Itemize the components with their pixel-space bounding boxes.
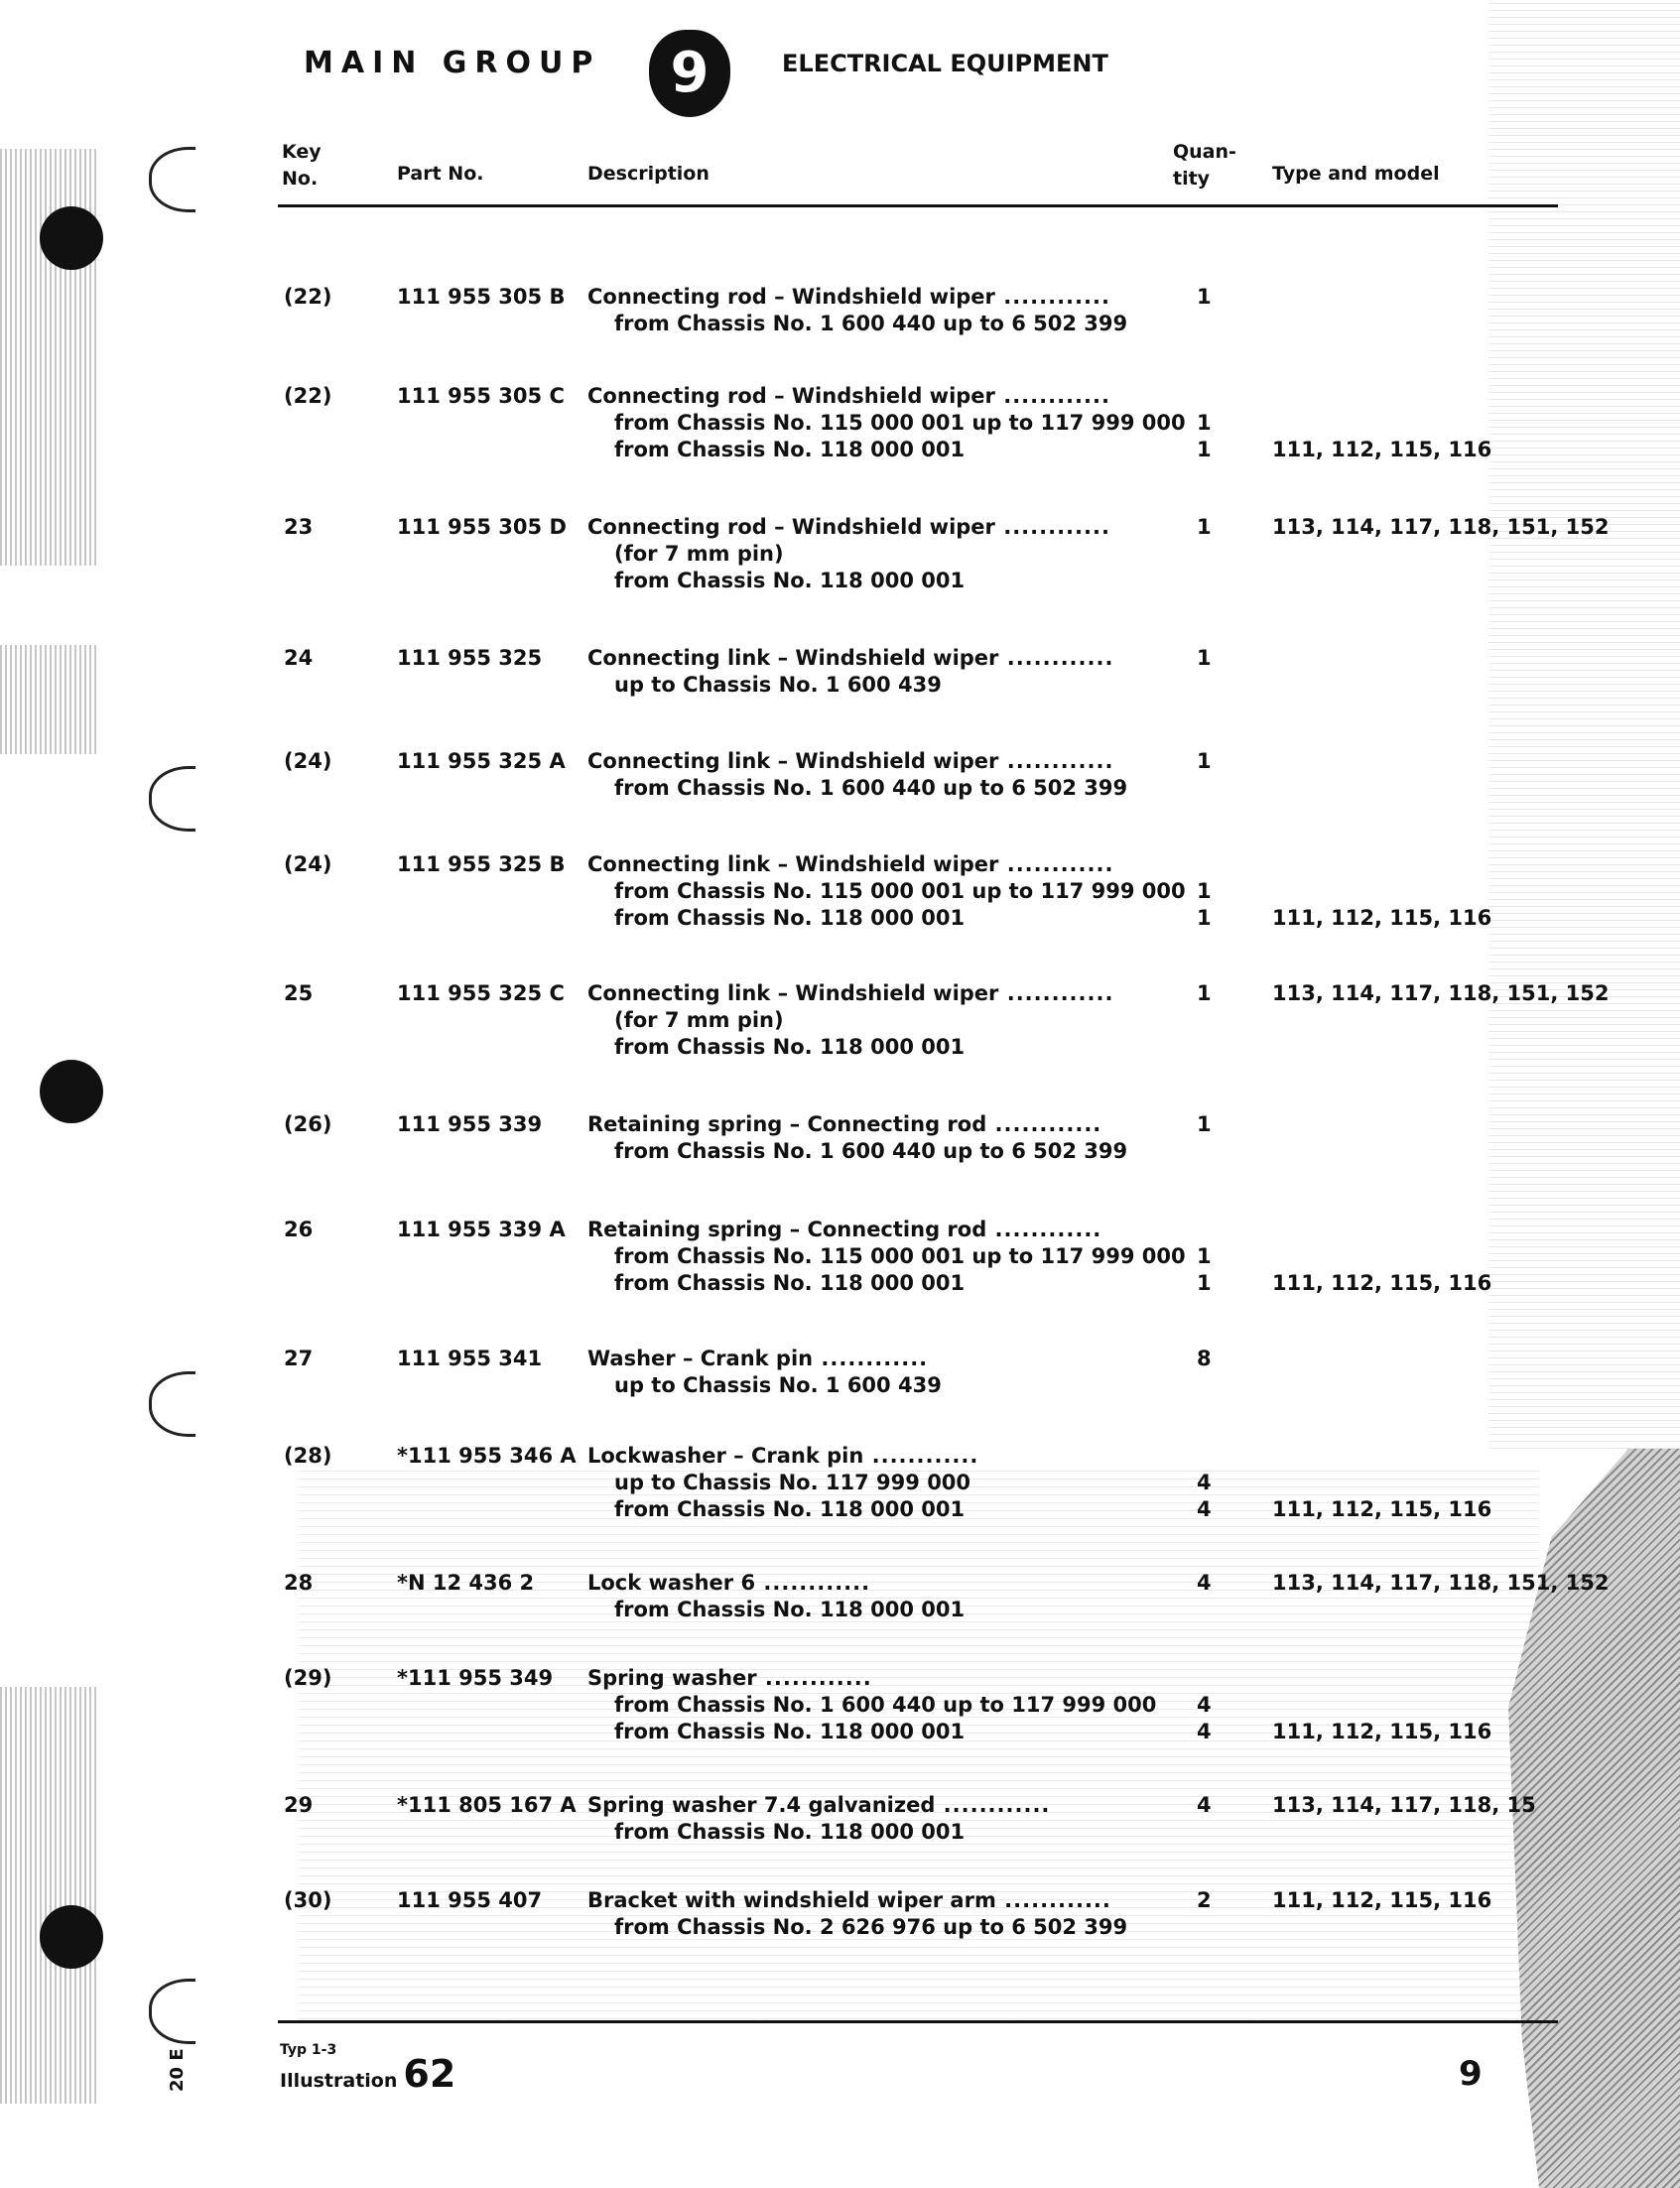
part-no: 111 955 339 A bbox=[397, 1218, 566, 1241]
main-group-label: MAIN GROUP bbox=[304, 46, 601, 80]
quantity: 4 4 bbox=[1197, 1693, 1212, 1743]
quantity: 1 bbox=[1197, 749, 1212, 773]
part-no: 111 955 325 B bbox=[397, 852, 566, 876]
description: Connecting rod – Windshield wiper ..... (for 7 mm pin) from Chassis No. 118 000 001 bbox=[587, 514, 1110, 594]
quantity: 4 bbox=[1197, 1793, 1212, 1817]
binder-hole-top bbox=[40, 206, 103, 270]
type-model: 113, 114, 117, 118, 15 bbox=[1272, 1793, 1536, 1817]
ring-mark-3 bbox=[149, 1371, 195, 1437]
part-no: *N 12 436 2 bbox=[397, 1571, 535, 1595]
quantity: 1 bbox=[1197, 981, 1212, 1005]
type-model: 111, 112, 115, 116 bbox=[1272, 1271, 1492, 1295]
type-model: 113, 114, 117, 118, 151, 152 bbox=[1272, 515, 1610, 539]
part-no: 111 955 305 D bbox=[397, 515, 567, 539]
description: Retaining spring – Connecting rod ..... from Chassis No. 1 600 440 up to 6 502 399 bbox=[587, 1111, 1127, 1165]
scan-noise-right bbox=[1488, 0, 1680, 1449]
type-model: 113, 114, 117, 118, 151, 152 bbox=[1272, 1571, 1610, 1595]
type-model: 111, 112, 115, 116 bbox=[1272, 1497, 1492, 1521]
key-no: (26) bbox=[284, 1112, 332, 1136]
part-no: 111 955 325 C bbox=[397, 981, 565, 1005]
quantity: 1 bbox=[1197, 515, 1212, 539]
quantity: 2 bbox=[1197, 1888, 1212, 1912]
key-no: 26 bbox=[284, 1218, 314, 1241]
quantity: 8 bbox=[1197, 1347, 1212, 1370]
column-description: Description bbox=[587, 163, 710, 185]
key-no: (22) bbox=[284, 384, 332, 408]
binder-hole-middle bbox=[40, 1060, 103, 1123]
type-model: 113, 114, 117, 118, 151, 152 bbox=[1272, 981, 1610, 1005]
key-no: (24) bbox=[284, 749, 332, 773]
part-no: 111 955 305 C bbox=[397, 384, 565, 408]
description: Retaining spring – Connecting rod ..... from Chassis No. 115 000 001 up to 117 999 000 from Chassis No. 118 000 001 bbox=[587, 1217, 1186, 1297]
description: Connecting link – Windshield wiper ..... from Chassis No. 115 000 001 up to 117 999 000 from Chassis No. 118 000 001 bbox=[587, 851, 1186, 932]
type-model: 111, 112, 115, 116 bbox=[1272, 906, 1492, 930]
part-no: 111 955 341 bbox=[397, 1347, 543, 1370]
illustration-label: Illustration bbox=[280, 2070, 398, 2092]
key-no: (29) bbox=[284, 1666, 332, 1690]
part-no: *111 955 346 A bbox=[397, 1444, 577, 1468]
description: Connecting link – Windshield wiper ..... (for 7 mm pin) from Chassis No. 118 000 001 bbox=[587, 980, 1113, 1061]
part-no: 111 955 305 B bbox=[397, 285, 566, 309]
description: Washer – Crank pin ..... up to Chassis No. 1 600 439 bbox=[587, 1346, 942, 1399]
ring-mark-4 bbox=[149, 1979, 195, 2044]
scan-noise-left-bottom bbox=[0, 1687, 99, 2104]
description: Connecting rod – Windshield wiper ..... from Chassis No. 1 600 440 up to 6 502 399 bbox=[587, 284, 1127, 337]
part-no: 111 955 325 bbox=[397, 646, 543, 670]
binder-hole-bottom bbox=[40, 1905, 103, 1969]
type-model: 111, 112, 115, 116 bbox=[1272, 1720, 1492, 1743]
part-no: 111 955 325 A bbox=[397, 749, 566, 773]
ring-mark-1 bbox=[149, 147, 195, 212]
key-no: (24) bbox=[284, 852, 332, 876]
ring-mark-2 bbox=[149, 766, 195, 832]
quantity: 1 1 bbox=[1197, 1244, 1212, 1295]
type-model: 111, 112, 115, 116 bbox=[1272, 1888, 1492, 1912]
side-code: 20 E bbox=[167, 2048, 188, 2092]
group-number-badge: 9 bbox=[649, 30, 730, 117]
column-type-model: Type and model bbox=[1272, 163, 1440, 185]
footer-rule bbox=[278, 2020, 1558, 2023]
quantity: 1 1 bbox=[1197, 411, 1212, 461]
page-corner-number: 9 bbox=[1459, 2054, 1483, 2094]
illustration-ref bbox=[280, 2052, 455, 2096]
key-no: 27 bbox=[284, 1347, 314, 1370]
key-no: (30) bbox=[284, 1888, 332, 1912]
key-no: (22) bbox=[284, 285, 332, 309]
key-no: (28) bbox=[284, 1444, 332, 1468]
illustration-number: 62 bbox=[403, 2052, 456, 2096]
part-no: 111 955 339 bbox=[397, 1112, 543, 1136]
key-no: 29 bbox=[284, 1793, 314, 1817]
column-key-no: Key No. bbox=[282, 141, 322, 190]
column-quantity: Quan- tity bbox=[1173, 141, 1236, 190]
scan-noise-left-mid bbox=[0, 645, 99, 754]
typ-label: Typ 1-3 bbox=[280, 2042, 337, 2058]
part-no: 111 955 407 bbox=[397, 1888, 543, 1912]
key-no: 28 bbox=[284, 1571, 314, 1595]
description: Lock washer 6 ..... from Chassis No. 118 000 001 bbox=[587, 1570, 965, 1623]
key-no: 25 bbox=[284, 981, 314, 1005]
part-no: *111 805 167 A bbox=[397, 1793, 577, 1817]
description: Connecting link – Windshield wiper ..... from Chassis No. 1 600 440 up to 6 502 399 bbox=[587, 748, 1127, 802]
quantity: 4 4 bbox=[1197, 1471, 1212, 1521]
header-rule bbox=[278, 204, 1558, 207]
part-no: *111 955 349 bbox=[397, 1666, 554, 1690]
description: Bracket with windshield wiper arm ..... from Chassis No. 2 626 976 up to 6 502 399 bbox=[587, 1887, 1127, 1941]
quantity: 1 bbox=[1197, 285, 1212, 309]
column-part-no: Part No. bbox=[397, 163, 484, 185]
quantity: 1 1 bbox=[1197, 879, 1212, 930]
description: Connecting rod – Windshield wiper ..... from Chassis No. 115 000 001 up to 117 999 000 from Chassis No. 118 000 001 bbox=[587, 383, 1186, 463]
description: Spring washer ..... from Chassis No. 1 600 440 up to 117 999 000 from Chassis No. 118 000 001 bbox=[587, 1665, 1156, 1745]
key-no: 24 bbox=[284, 646, 314, 670]
description: Connecting link – Windshield wiper ..... up to Chassis No. 1 600 439 bbox=[587, 645, 1113, 699]
quantity: 4 bbox=[1197, 1571, 1212, 1595]
key-no: 23 bbox=[284, 515, 314, 539]
quantity: 1 bbox=[1197, 646, 1212, 670]
quantity: 1 bbox=[1197, 1112, 1212, 1136]
description: Lockwasher – Crank pin ..... up to Chassis No. 117 999 000 from Chassis No. 118 000 001 bbox=[587, 1443, 978, 1523]
group-title: ELECTRICAL EQUIPMENT bbox=[782, 50, 1108, 77]
description: Spring washer 7.4 galvanized ..... from Chassis No. 118 000 001 bbox=[587, 1792, 1050, 1846]
type-model: 111, 112, 115, 116 bbox=[1272, 438, 1492, 461]
